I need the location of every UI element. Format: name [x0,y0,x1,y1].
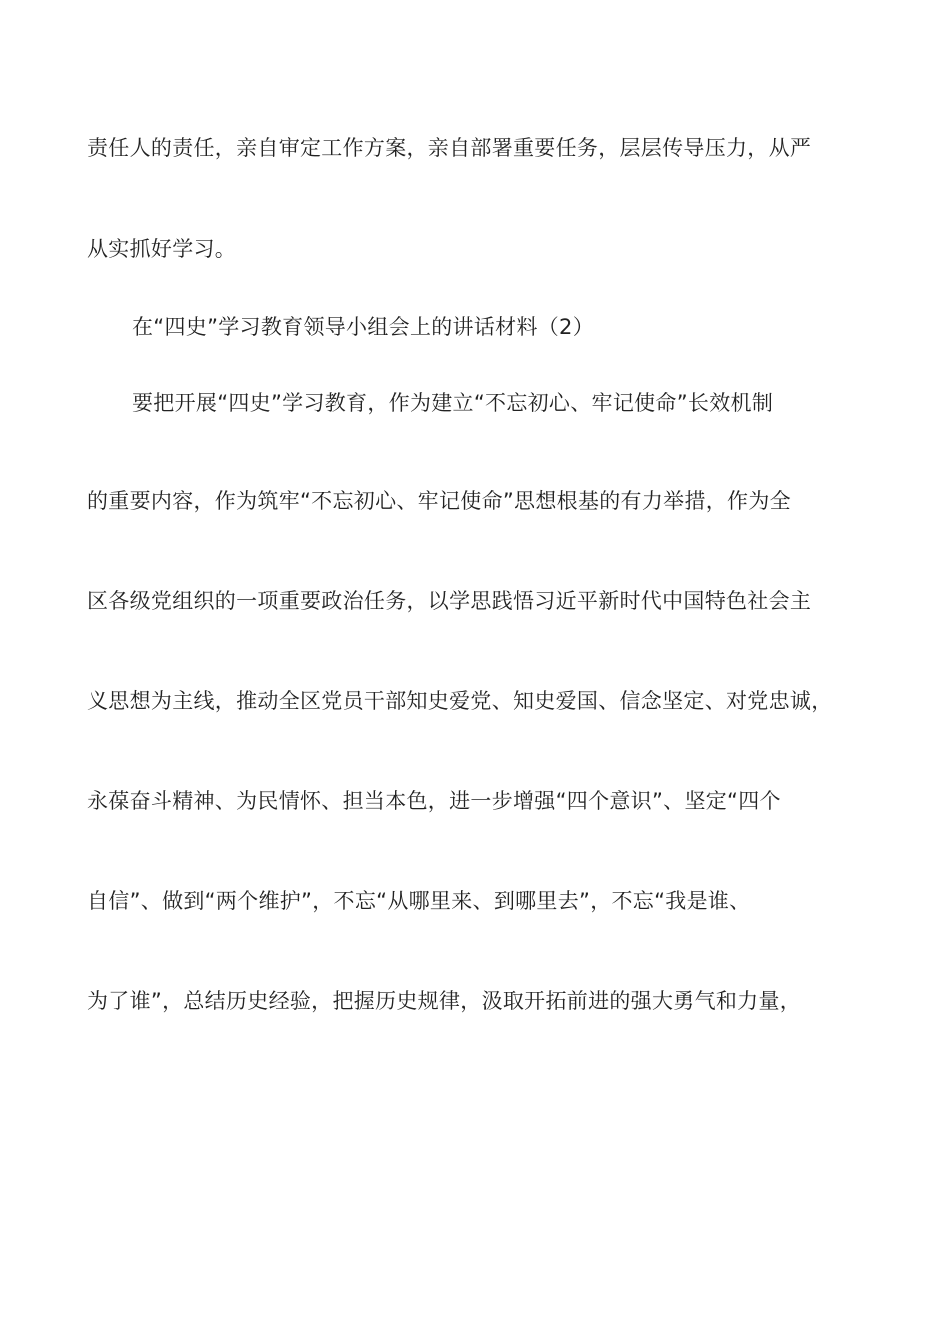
text-line: 永葆奋斗精神、为民情怀、担当本色，进一步增强“四个意识”、坚定“四个 [87,789,781,813]
text-line: 义思想为主线，推动全区党员干部知史爱党、知史爱国、信念坚定、对党忠诚， [87,689,833,713]
text-line: 从实抓好学习。 [87,237,237,261]
text-line: 要把开展“四史”学习教育，作为建立“不忘初心、牢记使命”长效机制 [132,391,774,415]
text-line: 责任人的责任，亲自审定工作方案，亲自部署重要任务，层层传导压力，从严 [87,136,812,160]
section-heading: 在“四史”学习教育领导小组会上的讲话材料（2） [132,315,595,339]
text-line: 的重要内容，作为筑牢“不忘初心、牢记使命”思想根基的有力举措，作为全 [87,489,791,513]
text-line: 为了谁”，总结历史经验，把握历史规律，汲取开拓前进的强大勇气和力量， [87,989,802,1013]
text-line: 自信”、做到“两个维护”，不忘“从哪里来、到哪里去”，不忘“我是谁、 [87,889,751,913]
text-line: 区各级党组织的一项重要政治任务，以学思践悟习近平新时代中国特色社会主 [87,589,812,613]
